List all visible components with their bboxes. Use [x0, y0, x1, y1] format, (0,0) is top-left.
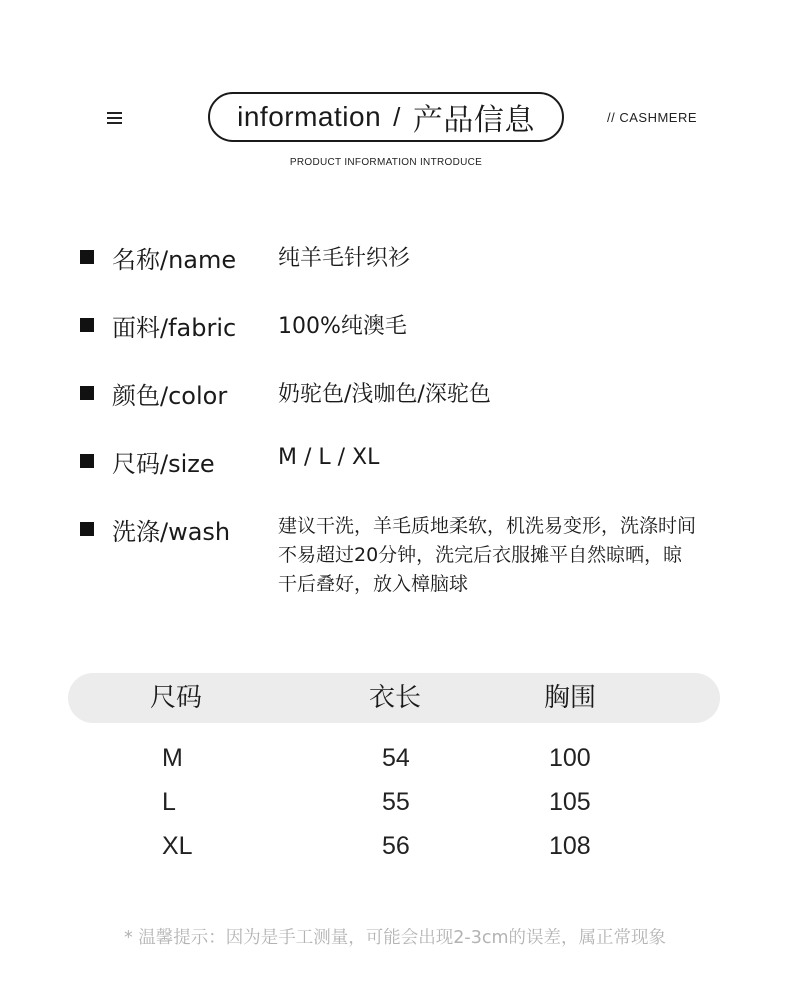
cell-chest: 105 [549, 788, 591, 816]
info-value-wash: 建议干洗，羊毛质地柔软，机洗易变形，洗涤时间不易超过20分钟，洗完后衣服摊平自然晾晒，晾干后叠好，放入樟脑球 [278, 515, 697, 595]
info-label: 名称/name [112, 246, 237, 274]
info-value: M / L / XL [278, 445, 380, 470]
info-value: 100%纯澳毛 [278, 314, 407, 339]
info-label: 尺码/size [112, 450, 215, 478]
info-label: 洗涤/wash [112, 518, 231, 546]
cell-chest: 108 [549, 832, 591, 860]
cell-chest: 100 [549, 744, 591, 772]
title-en: information [237, 101, 382, 132]
brand-tag: // CASHMERE [607, 110, 698, 125]
title-separator: / [393, 101, 401, 132]
info-value: 奶驼色/浅咖色/深驼色 [278, 382, 491, 407]
cell-length: 54 [382, 744, 410, 772]
info-label: 颜色/color [112, 382, 228, 410]
menu-icon[interactable] [107, 112, 122, 124]
bullet-square [80, 250, 94, 264]
bullet-square [80, 318, 94, 332]
cell-size: M [162, 744, 183, 772]
title-cn: 产品信息 [412, 103, 535, 138]
bullet-square [80, 386, 94, 400]
cell-length: 55 [382, 788, 410, 816]
info-label: 面料/fabric [112, 314, 237, 342]
header-size: 尺码 [149, 683, 202, 713]
info-value: 纯羊毛针织衫 [278, 246, 411, 271]
subtitle: PRODUCT INFORMATION INTRODUCE [289, 157, 483, 168]
bullet-square [80, 454, 94, 468]
page-title [208, 92, 564, 142]
footer-note: * 温馨提示：因为是手工测量，可能会出现2-3cm的误差，属正常现象 [123, 928, 667, 948]
header-length: 衣长 [368, 683, 421, 713]
cell-size: XL [162, 832, 193, 860]
cell-size: L [162, 788, 176, 816]
header-chest: 胸围 [543, 683, 596, 713]
cell-length: 56 [382, 832, 410, 860]
bullet-square [80, 522, 94, 536]
size-table-header [68, 673, 720, 723]
